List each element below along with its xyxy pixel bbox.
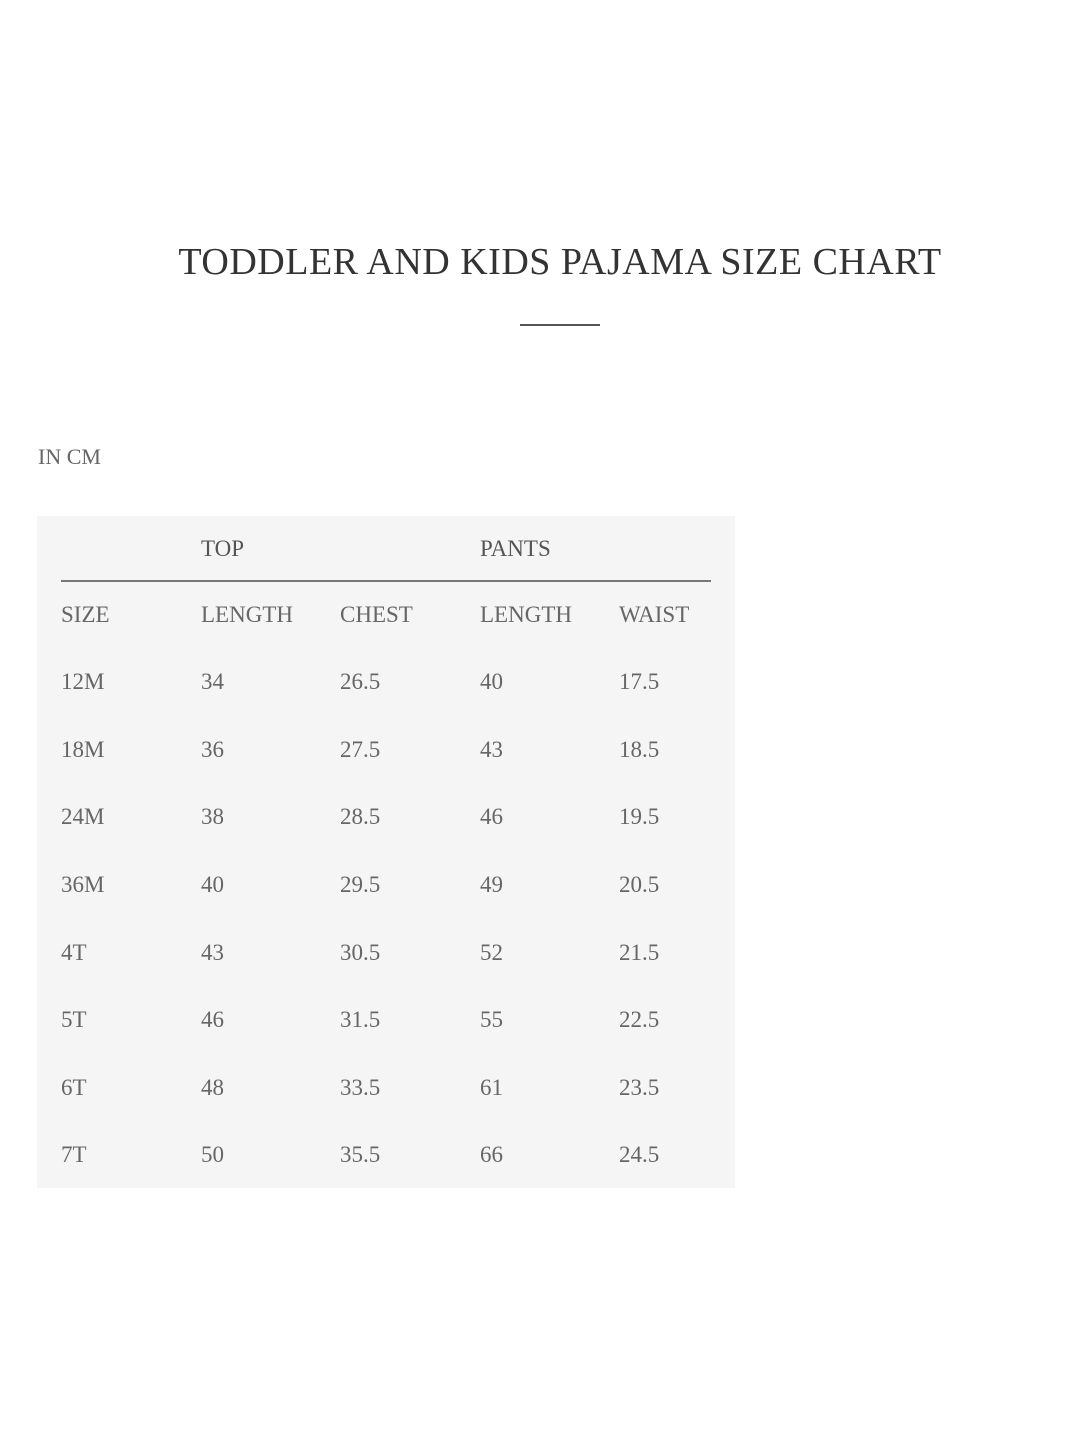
size-cell: 7T xyxy=(61,1142,87,1167)
column-header-chest: CHEST xyxy=(340,602,413,627)
chest-cell: 30.5 xyxy=(340,940,381,965)
title-divider xyxy=(520,324,600,326)
size-cell: 24M xyxy=(61,804,105,829)
waist-cell: 22.5 xyxy=(619,1007,660,1032)
pants-length-cell: 61 xyxy=(480,1075,503,1100)
chest-cell: 35.5 xyxy=(340,1142,381,1167)
page-title: TODDLER AND KIDS PAJAMA SIZE CHART xyxy=(178,241,942,283)
size-cell: 18M xyxy=(61,737,105,762)
top-length-cell: 46 xyxy=(201,1007,224,1032)
waist-cell: 20.5 xyxy=(619,872,660,897)
waist-cell: 21.5 xyxy=(619,940,660,965)
waist-cell: 17.5 xyxy=(619,669,660,694)
chest-cell: 31.5 xyxy=(340,1007,381,1032)
table-row xyxy=(37,669,735,709)
table-row xyxy=(37,872,735,912)
group-header-top: TOP xyxy=(201,536,245,561)
table-row xyxy=(37,940,735,980)
top-length-cell: 43 xyxy=(201,940,224,965)
waist-cell: 24.5 xyxy=(619,1142,660,1167)
top-length-cell: 36 xyxy=(201,737,224,762)
chest-cell: 33.5 xyxy=(340,1075,381,1100)
chest-cell: 26.5 xyxy=(340,669,381,694)
chest-cell: 27.5 xyxy=(340,737,381,762)
pants-length-cell: 46 xyxy=(480,804,503,829)
header-divider xyxy=(61,580,711,582)
column-header-waist: WAIST xyxy=(619,602,690,627)
table-row xyxy=(37,1142,735,1182)
chest-cell: 28.5 xyxy=(340,804,381,829)
size-cell: 5T xyxy=(61,1007,87,1032)
waist-cell: 19.5 xyxy=(619,804,660,829)
group-header-pants: PANTS xyxy=(480,536,551,561)
table-row xyxy=(37,804,735,844)
waist-cell: 23.5 xyxy=(619,1075,660,1100)
waist-cell: 18.5 xyxy=(619,737,660,762)
top-length-cell: 50 xyxy=(201,1142,224,1167)
pants-length-cell: 43 xyxy=(480,737,503,762)
column-header-pants-length: LENGTH xyxy=(480,602,572,627)
top-length-cell: 48 xyxy=(201,1075,224,1100)
top-length-cell: 34 xyxy=(201,669,224,694)
pants-length-cell: 40 xyxy=(480,669,503,694)
column-header-top-length: LENGTH xyxy=(201,602,293,627)
size-cell: 4T xyxy=(61,940,87,965)
pants-length-cell: 52 xyxy=(480,940,503,965)
size-cell: 6T xyxy=(61,1075,87,1100)
group-header-row xyxy=(37,536,735,566)
table-row xyxy=(37,1075,735,1115)
pants-length-cell: 55 xyxy=(480,1007,503,1032)
size-cell: 12M xyxy=(61,669,105,694)
size-table xyxy=(37,516,735,1188)
table-row xyxy=(37,1007,735,1047)
unit-label: IN CM xyxy=(38,444,101,469)
column-header-size: SIZE xyxy=(61,602,110,627)
chest-cell: 29.5 xyxy=(340,872,381,897)
pants-length-cell: 66 xyxy=(480,1142,503,1167)
table-row xyxy=(37,737,735,777)
pants-length-cell: 49 xyxy=(480,872,503,897)
top-length-cell: 40 xyxy=(201,872,224,897)
top-length-cell: 38 xyxy=(201,804,224,829)
size-cell: 36M xyxy=(61,872,105,897)
column-header-row xyxy=(37,602,735,642)
